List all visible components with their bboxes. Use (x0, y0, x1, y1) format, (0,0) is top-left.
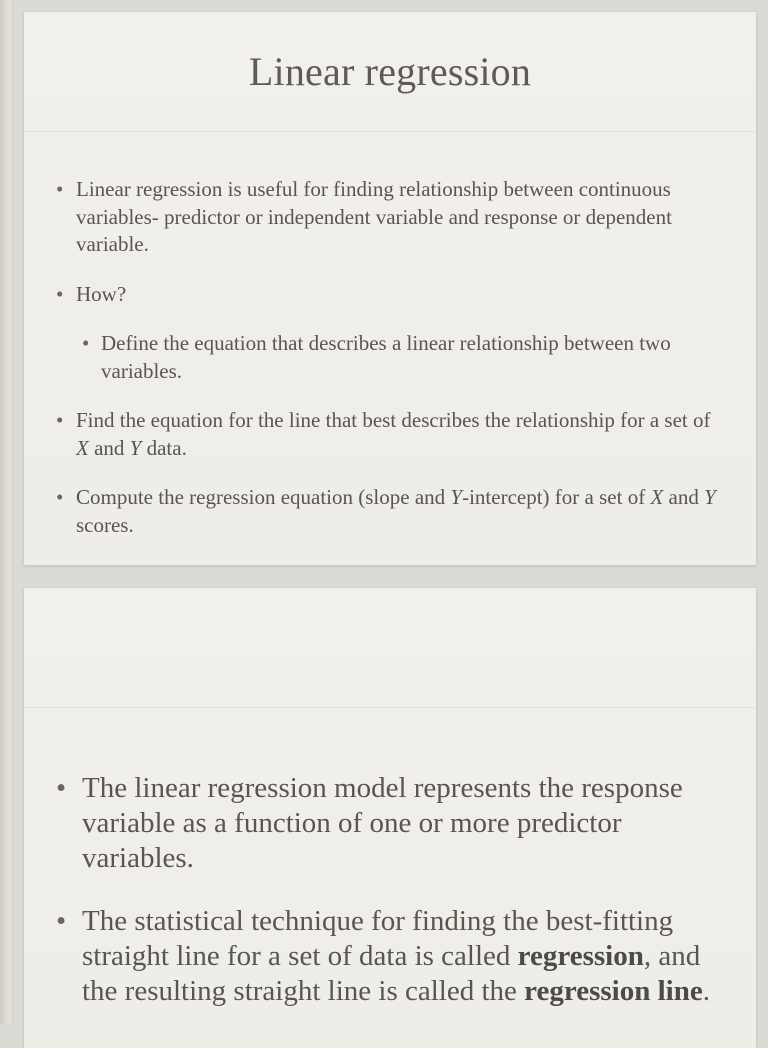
slide-2-bullet-list (24, 708, 756, 1009)
slide-title: Linear regression (248, 49, 532, 94)
bullet-linear-regression-usefulness (24, 176, 720, 259)
slide-1-title-region (24, 12, 756, 132)
bullet-text: -intercept) for a set of (462, 485, 651, 509)
variable-y: Y (704, 485, 716, 509)
bullet-text: . (702, 975, 710, 1007)
bullet-statistical-technique (24, 904, 720, 1009)
bullet-compute-regression (24, 484, 720, 539)
bullet-text: How? (76, 281, 127, 306)
bullet-text: data. (141, 435, 187, 460)
bullet-text: Define the equation that describes a linear relationship between two variables. (101, 331, 671, 383)
term-regression-line: regression line (524, 975, 703, 1007)
bullet-text: and (88, 435, 130, 460)
bullet-text: Linear regression is useful for finding relationship between continuous variables- predictor or independent variable and response or dependent variable. (76, 177, 672, 256)
sub-bullet-define-equation (24, 330, 720, 385)
slide-1-bullet-list (24, 132, 756, 539)
variable-y: Y (129, 435, 142, 460)
bullet-text: scores. (76, 512, 134, 537)
slide-2 (24, 588, 756, 1048)
variable-y: Y (450, 485, 463, 509)
variable-x: X (76, 435, 89, 460)
bullet-text: The linear regression model represents the response variable as a function of one or more predictor variables. (82, 772, 683, 874)
bullet-text: Compute the regression equation (slope and (76, 485, 451, 509)
bullet-how (24, 281, 720, 309)
slide-1 (24, 12, 756, 565)
slide-2-title-region (24, 588, 756, 708)
bullet-regression-model (24, 771, 720, 876)
bullet-text: , and the resulting straight line is called the (82, 940, 701, 1007)
variable-x: X (650, 485, 664, 509)
bullet-find-equation (24, 407, 720, 462)
bullet-text: Find the equation for the line that best describes the relationship for a set of (76, 408, 711, 432)
term-regression: regression (517, 940, 644, 972)
page-edge (0, 0, 14, 1024)
bullet-text: and (663, 485, 705, 509)
bullet-text: The statistical technique for finding the best-fitting straight line for a set of data is called (82, 905, 674, 972)
